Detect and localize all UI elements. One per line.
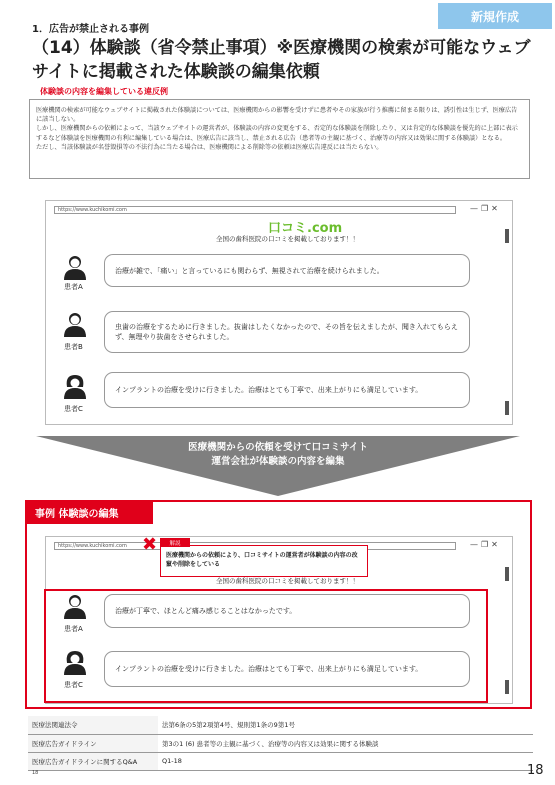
patient-label: 患者A [64, 283, 83, 291]
page-title: （14）体験談（省令禁止事項）※医療機関の検索が可能なウェブサイトに掲載された体験談の編集依頼 [32, 38, 531, 82]
edited-reviews-highlight [44, 589, 488, 703]
maximize-icon[interactable]: ❐ [481, 540, 492, 549]
description-paragraph: 医療機関の検索が可能なウェブサイトに掲載された体験談については、医療機関からの影響を受けずに患者やその家族が行う推薦に留まる限りは、誘引性は生じず、医療広告に該当しない。 [36, 107, 518, 124]
explanation-label: 解説 [160, 538, 190, 547]
url-bar[interactable]: https://www.kuchikomi.com [54, 206, 456, 214]
site-logo: 口コミ.com [268, 221, 343, 236]
law-value: Q1-18 [158, 752, 533, 770]
review-bubble [104, 311, 470, 353]
review-text: インプラントの治療を受けに行きました。治療はとても丁寧で、出来上がりにも満足しています。 [115, 386, 423, 394]
patient-label: 患者C [64, 681, 83, 689]
maximize-icon[interactable]: ❐ [481, 204, 492, 213]
description-paragraph: しかし、医療機関からの依頼によって、当該ウェブサイトの運営者が、体験談の内容の変更をする、否定的な体験談を削除したり、又は肯定的な体験談を優先的に上部に表示するなど体験談を医療機関の有利に編集している場合は、医療広告に該当し、禁止される広告（患者等の主観に基づく、治療等の内容又は効果に関する体験談）となる。 [36, 125, 518, 142]
law-value: 第3の1 (6) 患者等の主観に基づく、治療等の内容又は効果に関する体験談 [158, 734, 533, 752]
arrow-text-line: 医療機関からの依頼を受けて口コミサイト [188, 442, 368, 453]
law-key: 医療広告ガイドライン [28, 734, 158, 752]
scrollbar-thumb-top[interactable] [505, 229, 509, 243]
review-bubble [104, 372, 470, 408]
table-row [28, 752, 533, 770]
case-header: 事例 体験談の編集 [25, 500, 153, 524]
browser-window-before [45, 200, 513, 425]
person-male-icon [63, 311, 87, 337]
review-text: インプラントの治療を受けに行きました。治療はとても丁寧で、出来上がりにも満足しています。 [115, 665, 423, 673]
site-tagline: 全国の歯科医院の口コミを掲載しております！！ [216, 577, 359, 585]
review-text: 治療が雑で、「痛い」と言っているにも関わらず、無視されて治療を続けられました。 [115, 266, 384, 275]
description-box [29, 99, 530, 179]
law-key: 医療広告ガイドラインに関するQ&A [28, 752, 158, 770]
scrollbar-thumb-bottom[interactable] [505, 401, 509, 415]
patient-label: 患者A [64, 625, 83, 633]
table-row [28, 716, 533, 734]
person-male-icon [63, 254, 87, 280]
arrow-text-line: 運営会社が体験談の内容を編集 [211, 456, 345, 467]
scrollbar-thumb-bottom[interactable] [505, 680, 509, 694]
arrow-text [36, 441, 520, 469]
section-heading: 1．広告が禁止される事例 [32, 24, 149, 35]
new-badge: 新規作成 [438, 3, 552, 29]
law-key: 医療法関連法令 [28, 716, 158, 734]
page-number: 18 [527, 763, 544, 778]
patient-label: 患者C [64, 405, 83, 413]
window-controls [470, 204, 501, 213]
minimize-icon[interactable]: — [470, 540, 481, 549]
review-text: 治療が丁寧で、ほとんど痛み感じることはなかったです。 [115, 607, 297, 615]
close-icon[interactable]: ✕ [491, 540, 501, 549]
site-tagline: 全国の歯科医院の口コミを掲載しております！！ [216, 235, 359, 243]
page-number-small: 18 [32, 770, 39, 776]
review-bubble [104, 254, 470, 287]
law-value: 法第6条の5第2項第4号、規則第1条の9第1号 [158, 716, 533, 734]
scrollbar-thumb-top[interactable] [505, 567, 509, 581]
close-icon[interactable]: ✕ [491, 204, 501, 213]
table-row [28, 734, 533, 752]
person-female-icon [63, 373, 87, 399]
description-paragraph: ただし、当該体験談が名誉毀損等の不法行為に当たる場合は、医療機関による削除等の依頼は医療広告違反には当たらない。 [36, 143, 383, 151]
violation-subtitle: 体験談の内容を編集している違反例 [40, 87, 168, 96]
minimize-icon[interactable]: — [470, 204, 481, 213]
patient-label: 患者B [64, 343, 83, 351]
window-controls [470, 540, 501, 549]
explanation-note: 医療機関からの依頼により、口コミサイトの運営者が体験談の内容の改竄や削除をしている [160, 545, 368, 577]
review-text: 虫歯の治療をするために行きました。抜歯はしたくなかったので、その旨を伝えましたが、聞き入れてもらえず、無理やり抜歯をさせられました。 [115, 323, 458, 341]
url-bar[interactable]: https://www.kuchikomi.com [54, 542, 456, 550]
cross-mark-icon: ✖ [142, 534, 158, 555]
law-reference-table [28, 716, 533, 771]
